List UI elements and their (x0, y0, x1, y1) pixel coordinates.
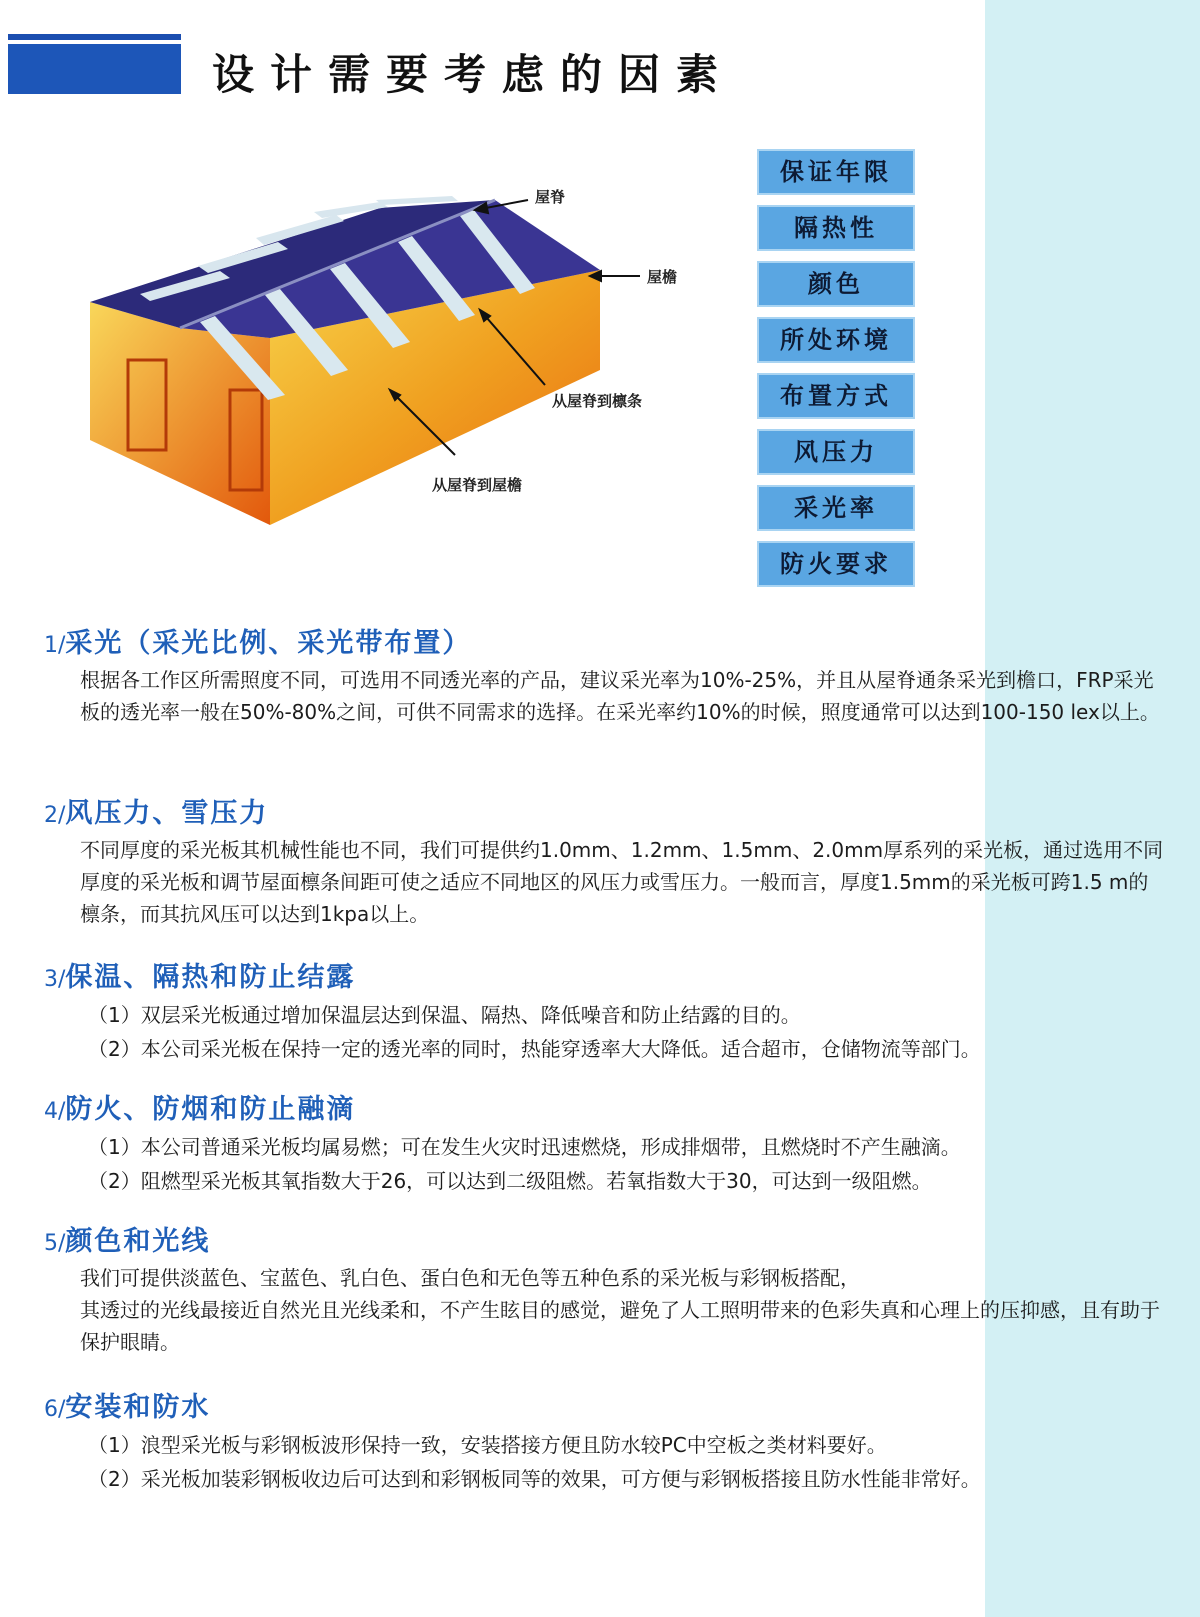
label-ridge-to-eave: 从屋脊到屋檐 (432, 476, 523, 494)
factor-warranty: 保证年限 (757, 149, 915, 195)
title-accent-bar (8, 34, 181, 94)
factor-color: 颜色 (757, 261, 915, 307)
factor-layout: 布置方式 (757, 373, 915, 419)
design-factor-list (757, 149, 915, 597)
section-heading (44, 1090, 1164, 1130)
section-title: 颜色和光线 (65, 1226, 211, 1257)
section-number: 4/ (44, 1099, 66, 1124)
section-paragraph: 其透过的光线最接近自然光且光线柔和，不产生眩目的感觉，避免了人工照明带来的色彩失真和心理上的压抑感，且有助于保护眼睛。 (80, 1298, 1160, 1354)
section-number: 1/ (44, 633, 66, 658)
section-heading (44, 1388, 1164, 1428)
section-color-light (44, 1222, 1164, 1358)
section-list-item: （1）本公司普通采光板均属易燃；可在发生火灾时迅速燃烧，形成排烟带，且燃烧时不产生融滴。 (88, 1135, 961, 1159)
gable-wall (90, 302, 270, 525)
section-paragraph: 我们可提供淡蓝色、宝蓝色、乳白色、蛋白色和无色等五种色系的采光板与彩钢板搭配， (80, 1266, 860, 1290)
label-ridge: 屋脊 (535, 188, 566, 206)
section-list-item: （1）浪型采光板与彩钢板波形保持一致，安装搭接方便且防水较PC中空板之类材料要好。 (88, 1433, 887, 1457)
section-title: 安装和防水 (65, 1392, 211, 1423)
section-wind-snow-pressure (44, 794, 1164, 930)
factor-environment: 所处环境 (757, 317, 915, 363)
section-number: 6/ (44, 1397, 66, 1422)
section-heading (44, 1222, 1164, 1262)
section-heading (44, 794, 1164, 834)
label-eave: 屋檐 (647, 268, 678, 286)
section-title: 采光（采光比例、采光带布置） (65, 628, 472, 659)
section-list-item: （2）阻燃型采光板其氧指数大于26，可以达到二级阻燃。若氧指数大于30，可达到一级阻燃。 (88, 1169, 932, 1193)
section-heading (44, 958, 1164, 998)
section-insulation-condensation (44, 958, 1164, 1066)
label-ridge-to-purlin: 从屋脊到檩条 (552, 392, 643, 410)
section-list-item: （2）本公司采光板在保持一定的透光率的同时，热能穿透率大大降低。适合超市，仓储物流等部门。 (88, 1037, 981, 1061)
factor-insulation: 隔热性 (757, 205, 915, 251)
section-title: 保温、隔热和防止结露 (65, 962, 356, 993)
section-title: 防火、防烟和防止融滴 (65, 1094, 356, 1125)
building-illustration (80, 190, 720, 550)
section-title: 风压力、雪压力 (65, 798, 269, 829)
factor-lighting-rate: 采光率 (757, 485, 915, 531)
section-number: 5/ (44, 1231, 66, 1256)
section-installation-waterproof (44, 1388, 1164, 1496)
section-list-item: （1）双层采光板通过增加保温层达到保温、隔热、降低噪音和防止结露的目的。 (88, 1003, 801, 1027)
section-paragraph: 不同厚度的采光板其机械性能也不同，我们可提供约1.0mm、1.2mm、1.5mm、2.0mm厚系列的采光板，通过选用不同厚度的采光板和调节屋面檩条间距可使之适应不同地区的风压力或雪压力。一般而言，厚度1.5mm的采光板可跨1.5 m的檩条，而其抗风压可以达到1kpa以上。 (80, 838, 1164, 926)
section-heading (44, 624, 1164, 664)
section-fire-smoke (44, 1090, 1164, 1198)
page-title: 设计需要考虑的因素 (212, 50, 735, 99)
section-number: 3/ (44, 967, 66, 992)
building-diagram (80, 190, 720, 550)
section-lighting (44, 624, 1164, 728)
section-list-item: （2）采光板加装彩钢板收边后可达到和彩钢板同等的效果，可方便与彩钢板搭接且防水性能非常好。 (88, 1467, 981, 1491)
factor-wind-pressure: 风压力 (757, 429, 915, 475)
section-paragraph: 根据各工作区所需照度不同，可选用不同透光率的产品，建议采光率为10%-25%，并且从屋脊通条采光到檐口，FRP采光板的透光率一般在50%-80%之间，可供不同需求的选择。在采光率约10%的时候，照度通常可以达到100-150 lex以上。 (80, 668, 1160, 724)
factor-fire-requirement: 防火要求 (757, 541, 915, 587)
section-number: 2/ (44, 803, 66, 828)
